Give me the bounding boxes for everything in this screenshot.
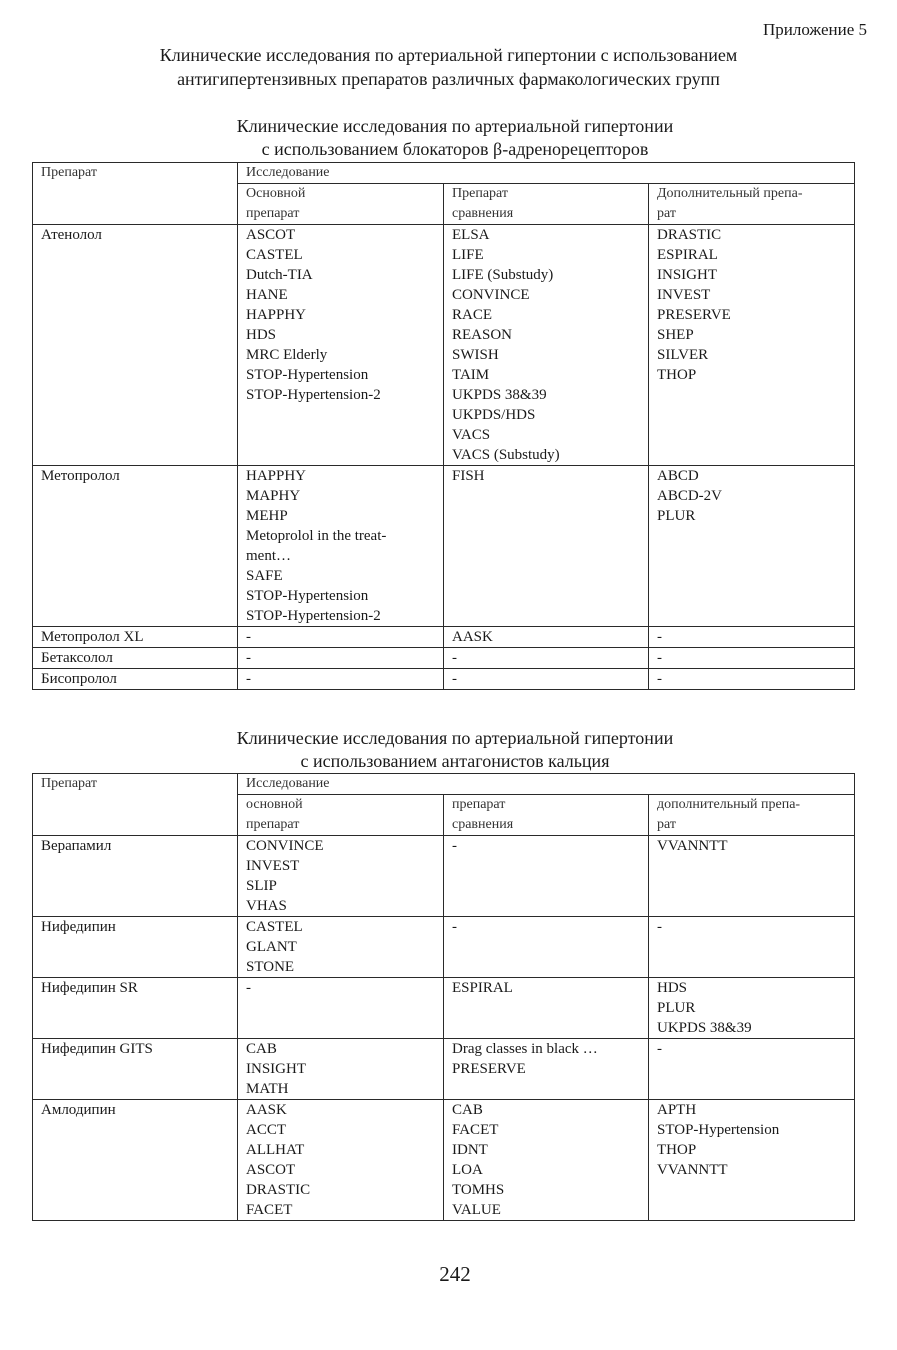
- comparison-study-cell: [444, 978, 649, 1039]
- study-name: RACE: [452, 307, 493, 323]
- study-name: TAIM: [452, 367, 490, 383]
- study-name: ASCOT: [246, 227, 296, 243]
- page-title: [0, 43, 897, 91]
- main-study-cell: [238, 466, 444, 627]
- study-name: -: [657, 629, 662, 645]
- comparison-study-cell: [444, 627, 649, 648]
- study-name: INSIGHT: [246, 1061, 306, 1077]
- appendix-label: Приложение 5: [763, 20, 867, 39]
- study-name: ASCOT: [246, 1162, 296, 1178]
- table-header-row: [33, 163, 855, 184]
- study-name: -: [657, 671, 662, 687]
- table1-title: [0, 115, 897, 161]
- study-name: -: [246, 980, 251, 996]
- main-study-cell: [238, 669, 444, 690]
- study-name: THOP: [657, 367, 697, 383]
- study-name: CASTEL: [246, 247, 303, 263]
- study-name: MAPHY: [246, 488, 301, 504]
- study-name: ESPIRAL: [657, 247, 718, 263]
- study-name: Dutch-TIA: [246, 267, 313, 283]
- additional-study-cell: [649, 836, 855, 917]
- main-study-cell: [238, 1100, 444, 1221]
- additional-study-cell: [649, 225, 855, 466]
- comparison-study-cell: [444, 648, 649, 669]
- drug-cell: Нифедипин GITS: [33, 1039, 238, 1100]
- header-drug: Препарат: [33, 163, 238, 225]
- table-row: [33, 836, 855, 917]
- table2-title: [0, 727, 897, 773]
- study-name: UKPDS/HDS: [452, 407, 536, 423]
- study-name: VVANNTT: [657, 838, 728, 854]
- comparison-study-cell: [444, 225, 649, 466]
- additional-study-cell: [649, 466, 855, 627]
- study-name: -: [657, 650, 662, 666]
- header-comparison-drug: Препарат сравнения: [444, 184, 649, 225]
- study-name: INVEST: [657, 287, 711, 303]
- study-name: STOP-Hypertension: [246, 588, 369, 604]
- page-title-line-2: антигипертензивных препаратов различных фармакологических групп: [177, 69, 720, 89]
- study-name: STOP-Hypertension-2: [246, 387, 381, 403]
- comparison-study-cell: [444, 836, 649, 917]
- study-name: AASK: [452, 629, 493, 645]
- page-number: 242: [439, 1262, 471, 1286]
- comparison-study-cell: [444, 466, 649, 627]
- study-name: APTH: [657, 1102, 697, 1118]
- study-name: -: [452, 650, 457, 666]
- header-main-drug: основной препарат: [238, 795, 444, 836]
- header-additional-drug: дополнительный препа- рат: [649, 795, 855, 836]
- study-name: -: [657, 1041, 662, 1057]
- study-name: ABCD: [657, 468, 699, 484]
- page-title-line-1: Клинические исследования по артериальной гипертонии с использованием: [159, 45, 738, 65]
- study-name: FACET: [246, 1202, 293, 1218]
- study-name: HANE: [246, 287, 288, 303]
- study-name: VACS (Substudy): [452, 447, 560, 463]
- study-name: STOP-Hypertension-2: [246, 608, 381, 624]
- study-name: FISH: [452, 468, 485, 484]
- drug-cell: Верапамил: [33, 836, 238, 917]
- study-name: ESPIRAL: [452, 980, 513, 996]
- comparison-study-cell: [444, 1100, 649, 1221]
- drug-cell: Нифедипин SR: [33, 978, 238, 1039]
- study-name: SLIP: [246, 878, 277, 894]
- study-name: -: [452, 838, 457, 854]
- table-row: [33, 1100, 855, 1221]
- header-drug: Препарат: [33, 774, 238, 836]
- study-name: STOP-Hypertension: [246, 367, 369, 383]
- study-name: STOP-Hypertension: [657, 1122, 780, 1138]
- study-name: INSIGHT: [657, 267, 717, 283]
- additional-study-cell: [649, 917, 855, 978]
- study-name: VALUE: [452, 1202, 501, 1218]
- drug-cell: Нифедипин: [33, 917, 238, 978]
- study-name: FACET: [452, 1122, 499, 1138]
- table-row: [33, 648, 855, 669]
- study-name: INVEST: [246, 858, 300, 874]
- study-name: UKPDS 38&39: [657, 1020, 752, 1036]
- study-name: PRESERVE: [657, 307, 731, 323]
- table-row: [33, 669, 855, 690]
- table-row: [33, 917, 855, 978]
- additional-study-cell: [649, 1100, 855, 1221]
- additional-study-cell: [649, 1039, 855, 1100]
- table2-title-line-2: с использованием антагонистов кальция: [300, 751, 610, 771]
- study-name: ALLHAT: [246, 1142, 305, 1158]
- header-study: Исследование: [238, 774, 855, 795]
- main-study-cell: [238, 978, 444, 1039]
- main-study-cell: [238, 1039, 444, 1100]
- study-name: ment…: [246, 548, 291, 564]
- header-main-drug: Основной препарат: [238, 184, 444, 225]
- study-name: SHEP: [657, 327, 694, 343]
- drug-cell: Амлодипин: [33, 1100, 238, 1221]
- main-study-cell: [238, 917, 444, 978]
- study-name: -: [452, 919, 457, 935]
- study-name: -: [246, 629, 251, 645]
- drug-cell: Метопролол: [33, 466, 238, 627]
- additional-study-cell: [649, 669, 855, 690]
- study-name: CAB: [246, 1041, 277, 1057]
- study-name: IDNT: [452, 1142, 488, 1158]
- table1-title-line-2: с использованием блокаторов β-адренорецепторов: [261, 139, 649, 159]
- study-name: MRC Elderly: [246, 347, 328, 363]
- study-name: VACS: [452, 427, 491, 443]
- study-name: -: [246, 650, 251, 666]
- table-row: [33, 627, 855, 648]
- additional-study-cell: [649, 648, 855, 669]
- header-study: Исследование: [238, 163, 855, 184]
- study-name: -: [452, 671, 457, 687]
- study-name: LIFE: [452, 247, 484, 263]
- additional-study-cell: [649, 627, 855, 648]
- study-name: -: [657, 919, 662, 935]
- calcium-antagonists-table: [32, 773, 855, 1221]
- study-name: SAFE: [246, 568, 283, 584]
- study-name: HAPPHY: [246, 468, 307, 484]
- comparison-study-cell: [444, 1039, 649, 1100]
- study-name: VVANNTT: [657, 1162, 728, 1178]
- study-name: GLANT: [246, 939, 297, 955]
- study-name: DRASTIC: [657, 227, 722, 243]
- study-name: MEHP: [246, 508, 288, 524]
- comparison-study-cell: [444, 917, 649, 978]
- study-name: ABCD-2V: [657, 488, 723, 504]
- study-name: TOMHS: [452, 1182, 505, 1198]
- study-name: PLUR: [657, 1000, 696, 1016]
- table-row: [33, 978, 855, 1039]
- study-name: -: [246, 671, 251, 687]
- study-name: Metoprolol in the treat-: [246, 528, 387, 544]
- main-study-cell: [238, 225, 444, 466]
- drug-cell: Метопролол XL: [33, 627, 238, 648]
- drug-cell: Бисопролол: [33, 669, 238, 690]
- study-name: REASON: [452, 327, 513, 343]
- table-header-row: [33, 774, 855, 795]
- header-comparison-drug: препарат сравнения: [444, 795, 649, 836]
- study-name: CAB: [452, 1102, 483, 1118]
- main-study-cell: [238, 627, 444, 648]
- study-name: CONVINCE: [452, 287, 530, 303]
- study-name: ACCT: [246, 1122, 287, 1138]
- study-name: MATH: [246, 1081, 289, 1097]
- header-additional-drug: Дополнительный препа- рат: [649, 184, 855, 225]
- study-name: AASK: [246, 1102, 287, 1118]
- drug-cell: Атенолол: [33, 225, 238, 466]
- study-name: HDS: [657, 980, 688, 996]
- study-name: DRASTIC: [246, 1182, 311, 1198]
- study-name: LOA: [452, 1162, 483, 1178]
- study-name: SILVER: [657, 347, 709, 363]
- table-row: [33, 1039, 855, 1100]
- table-row: [33, 466, 855, 627]
- beta-blockers-table: [32, 162, 855, 690]
- table2-title-line-1: Клинические исследования по артериальной гипертонии: [236, 728, 674, 748]
- study-name: THOP: [657, 1142, 697, 1158]
- main-study-cell: [238, 836, 444, 917]
- study-name: SWISH: [452, 347, 499, 363]
- study-name: VHAS: [246, 898, 287, 914]
- study-name: LIFE (Substudy): [452, 267, 554, 283]
- study-name: STONE: [246, 959, 295, 975]
- study-name: HDS: [246, 327, 277, 343]
- study-name: UKPDS 38&39: [452, 387, 547, 403]
- study-name: ELSA: [452, 227, 490, 243]
- study-name: PRESERVE: [452, 1061, 526, 1077]
- drug-cell: Бетаксолол: [33, 648, 238, 669]
- table-row: [33, 225, 855, 466]
- additional-study-cell: [649, 978, 855, 1039]
- study-name: HAPPHY: [246, 307, 307, 323]
- study-name: CONVINCE: [246, 838, 324, 854]
- study-name: CASTEL: [246, 919, 303, 935]
- main-study-cell: [238, 648, 444, 669]
- comparison-study-cell: [444, 669, 649, 690]
- table1-title-line-1: Клинические исследования по артериальной гипертонии: [236, 116, 674, 136]
- study-name: PLUR: [657, 508, 696, 524]
- study-name: Drag classes in black …: [452, 1041, 598, 1057]
